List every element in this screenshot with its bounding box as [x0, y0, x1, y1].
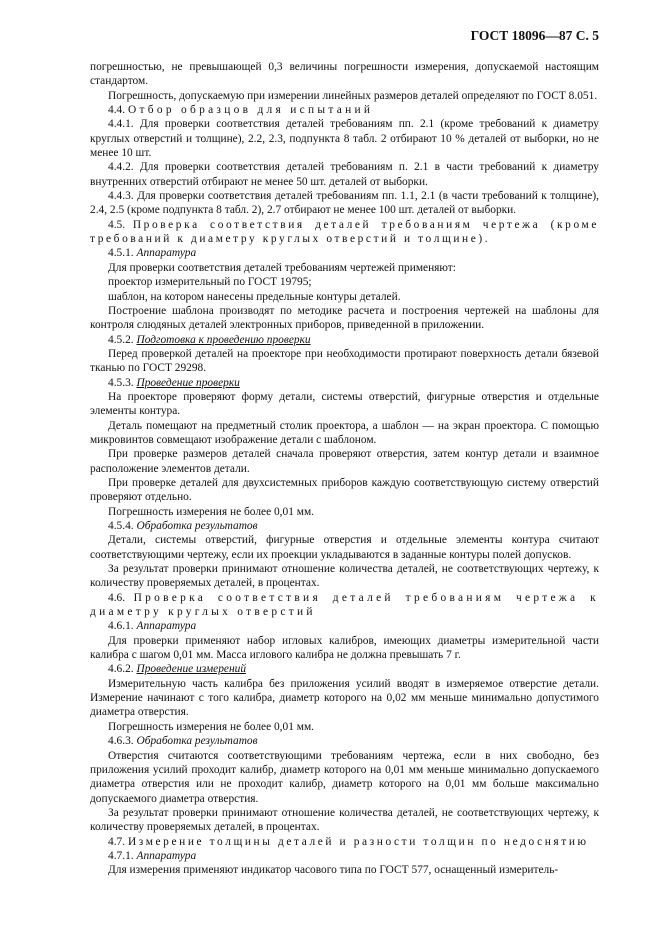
section-number: 4.7.: [108, 835, 126, 848]
paragraph: За результат проверки принимают отношение количества деталей, не соответствующих чертежу, к количеству проверяемых деталей, в процентах.: [90, 806, 599, 834]
section-number: 4.5.2.: [108, 333, 134, 346]
subsection-heading-4-6-1: [90, 619, 599, 633]
subsection-heading-4-6-2: [90, 662, 599, 676]
paragraph: Построение шаблона производят по методике расчета и построения чертежей на шаблоны для контроля слюдяных деталей электронных приборов, приведенной в приложении.: [90, 304, 599, 332]
paragraph: При проверке размеров деталей сначала проверяют отверстия, затем контур детали и взаимное расположение элементов детали.: [90, 448, 599, 475]
paragraph: погрешностью, не превышающей 0,3 величины погрешности измерения, допускаемой настоящим стандартом.: [90, 61, 599, 88]
subsection-heading-4-5-4: [90, 519, 599, 533]
section-number: 4.7.1.: [108, 849, 134, 862]
section-number: 4.6.1.: [108, 620, 134, 633]
section-heading-4-4: [90, 103, 599, 117]
subsection-heading-4-5-2: [90, 333, 599, 347]
subsection-heading-4-5-1: [90, 246, 599, 260]
subsection-heading-4-5-3: [90, 376, 599, 390]
section-title: Измерение толщины деталей и разности толщин по недоснятию: [127, 835, 589, 848]
paragraph: 4.4.2. Для проверки соответствия деталей требованиям п. 2.1 в части требований к диаметру внутренних отверстий отбирают не менее 50 шт. деталей от выборки.: [90, 161, 599, 188]
section-title: Проведение проверки: [136, 376, 240, 389]
section-title: Проведение измерений: [136, 663, 247, 676]
section-number: 4.5.4.: [108, 520, 134, 532]
paragraph: шаблон, на котором нанесены предельные контуры деталей.: [108, 290, 401, 303]
paragraph: Погрешность, допускаемую при измерении линейных размеров деталей определяют по ГОСТ 8.051.: [108, 89, 598, 102]
section-title: Аппаратура: [136, 247, 197, 260]
paragraph: Измерительную часть калибра без приложения усилий вводят в измеряемое отверстие детали. Измерение начинают с того калибра, диаметр которого на 0,02 мм меньше минимально допустимого диаметра отверстия.: [90, 677, 599, 719]
section-number: 4.5.1.: [108, 247, 134, 260]
section-title: Обработка результатов: [136, 520, 258, 532]
section-title: Подготовка к проведению проверки: [136, 333, 311, 346]
paragraph: Погрешность измерения не более 0,01 мм.: [108, 720, 315, 733]
section-title: Проверка соответствия деталей требованиям чертежа (кроме требований к диаметру круглых отверстий и толщине).: [90, 218, 599, 246]
paragraph: Для проверки применяют набор игловых калибров, имеющих диаметры измерительной части калибра с шагом 0,01 мм. Масса иглового калибра не должна превышать 7 г.: [90, 634, 599, 662]
section-number: 4.4.: [108, 104, 126, 117]
section-title: Отбор образцов для испытаний: [127, 104, 374, 117]
paragraph: Отверстия считаются соответствующими требованиям чертежа, если в них свободно, без приложения усилий проходит калибр, диаметр которого на 0,01 мм меньше минимально допускаемого диаметра отверстия или не проходит калибр, диаметр которого на 0,01 мм больше максимально допускаемого диаметра отверстия.: [90, 749, 599, 805]
paragraph: На проекторе проверяют форму детали, системы отверстий, фигурные отверстия и отдельные элементы контура.: [90, 390, 599, 418]
section-number: 4.6.3.: [108, 735, 134, 748]
paragraph: 4.4.3. Для проверки соответствия деталей требованиям пп. 1.1, 2.1 (в части требований к толщине), 2.4, 2.5 (кроме подпункта 8 табл. 2), 2.7 отбирают не менее 100 шт. деталей от выборки.: [90, 190, 599, 217]
section-title: Обработка результатов: [136, 735, 258, 748]
paragraph: Перед проверкой деталей на проекторе при необходимости протирают поверхность детали бязевой тканью по ГОСТ 29298.: [90, 347, 599, 375]
paragraph: При проверке деталей для двухсистемных приборов каждую соответствующую систему отверстий проверяют отдельно.: [90, 476, 599, 504]
page-header: ГОСТ 18096—87 С. 5: [470, 28, 599, 43]
paragraph: Для проверки соответствия деталей требованиям чертежей применяют:: [108, 261, 456, 274]
paragraph: Погрешность измерения не более 0,01 мм.: [108, 505, 315, 518]
section-heading-4-7: [90, 835, 599, 849]
paragraph: За результат проверки принимают отношение количества деталей, не соответствующих чертежу, к количеству проверяемых деталей, в процентах.: [90, 563, 599, 590]
section-title: Проверка соответствия деталей требованиям чертежа к диаметру круглых отверстий: [90, 591, 599, 619]
document-body: [90, 60, 599, 878]
section-title: Аппаратура: [136, 849, 197, 862]
section-number: 4.5.3.: [108, 376, 134, 389]
section-heading-4-5: [90, 218, 599, 247]
section-title: Аппаратура: [136, 620, 197, 633]
subsection-heading-4-7-1: [90, 849, 599, 863]
section-number: 4.6.: [108, 591, 126, 604]
subsection-heading-4-6-3: [90, 734, 599, 748]
paragraph: Для измерения применяют индикатор часового типа по ГОСТ 577, оснащенный измеритель-: [108, 864, 559, 877]
section-heading-4-6: [90, 591, 599, 620]
paragraph: Детали, системы отверстий, фигурные отверстия и отдельные элементы контура считают соответствующими чертежу, если их проекции укладываются в заданные контуры полей допусков.: [90, 534, 599, 561]
paragraph: проектор измерительный по ГОСТ 19795;: [108, 276, 312, 289]
section-number: 4.6.2.: [108, 663, 134, 676]
paragraph: Деталь помещают на предметный столик проектора, а шаблон — на экран проектора. С помощью микровинтов совмещают изображение детали с шаблоном.: [90, 419, 599, 446]
paragraph: 4.4.1. Для проверки соответствия деталей требованиям пп. 2.1 (кроме требований к диаметру круглых отверстий и толщине), 2.2, 2.3, подпункта 8 табл. 2 отбирают 10 % деталей от выборки, но не менее 10 шт.: [90, 118, 599, 160]
section-number: 4.5.: [108, 218, 126, 231]
